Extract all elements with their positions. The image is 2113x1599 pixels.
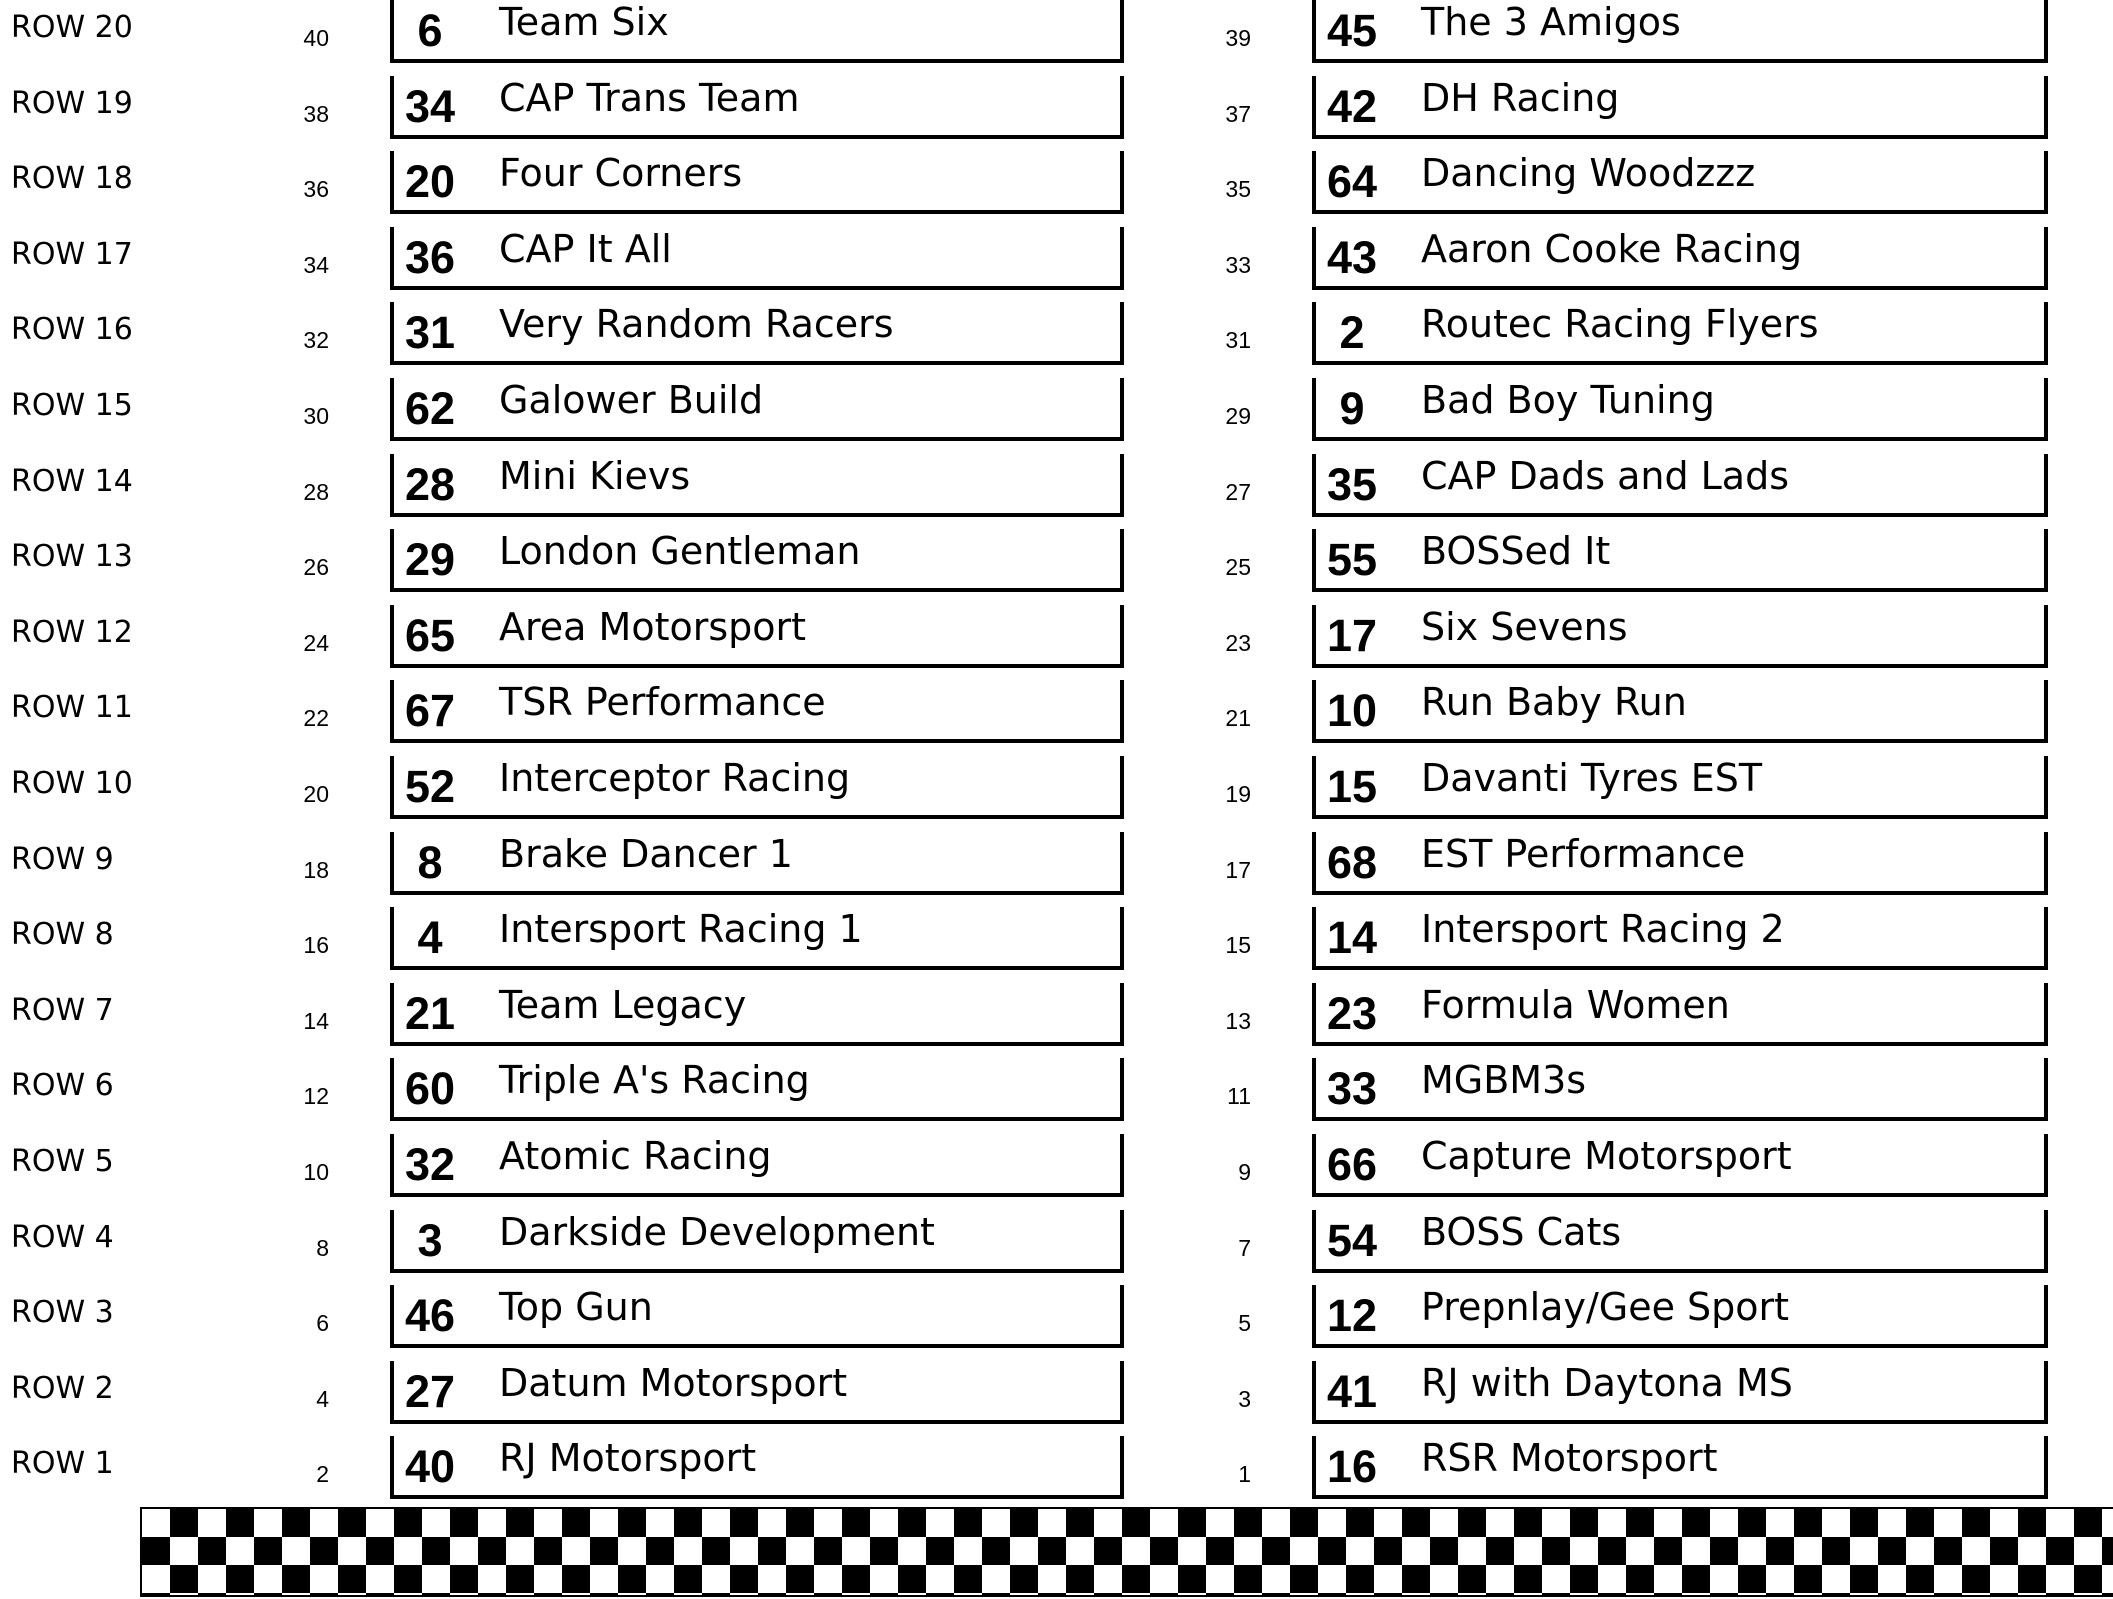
grid-slot-left xyxy=(316,1209,1124,1286)
row-label: ROW 3 xyxy=(11,1295,114,1331)
grid-position-number: 4 xyxy=(316,1385,329,1412)
grid-row xyxy=(0,1134,2113,1210)
grid-row xyxy=(0,378,2113,454)
grid-row xyxy=(0,907,2113,983)
car-number: 15 xyxy=(1326,761,1378,812)
row-label: ROW 8 xyxy=(11,917,114,953)
grid-position-number: 10 xyxy=(303,1159,329,1185)
team-name: Darkside Development xyxy=(499,1209,935,1254)
grid-box xyxy=(390,907,1124,970)
row-label: ROW 1 xyxy=(11,1446,114,1482)
row-label: ROW 2 xyxy=(11,1370,114,1406)
team-name: Team Six xyxy=(499,0,669,44)
row-label: ROW 18 xyxy=(11,161,133,197)
team-name: CAP It All xyxy=(499,226,672,271)
row-label: ROW 9 xyxy=(11,841,114,877)
grid-box xyxy=(1312,0,2048,63)
row-label: ROW 6 xyxy=(11,1068,114,1104)
grid-position-number: 32 xyxy=(303,327,329,354)
team-name: TSR Performance xyxy=(499,680,826,725)
team-name: Brake Dancer 1 xyxy=(499,831,793,876)
grid-slot-right xyxy=(1225,907,2048,983)
car-number: 64 xyxy=(1326,156,1378,208)
grid-box xyxy=(390,378,1124,441)
grid-position-number: 31 xyxy=(1225,327,1251,354)
team-name: Very Random Racers xyxy=(499,302,894,347)
grid-position-number: 25 xyxy=(1225,554,1251,581)
grid-box xyxy=(390,680,1124,743)
team-name: Routec Racing Flyers xyxy=(1421,302,1819,347)
grid-box xyxy=(1312,1285,2048,1348)
grid-position-number: 16 xyxy=(303,932,329,959)
grid-position-number: 15 xyxy=(1225,932,1251,959)
car-number: 60 xyxy=(404,1063,456,1115)
team-name: CAP Dads and Lads xyxy=(1421,453,1790,498)
grid-box xyxy=(390,605,1124,668)
grid-row xyxy=(0,0,2113,76)
grid-slot-left xyxy=(303,907,1124,983)
grid-slot-right xyxy=(1225,378,2048,454)
row-label: ROW 13 xyxy=(11,539,133,575)
row-label: ROW 14 xyxy=(11,463,133,499)
team-name: BOSS Cats xyxy=(1421,1209,1622,1254)
grid-slot-right xyxy=(1225,529,2048,605)
team-name: BOSSed It xyxy=(1421,529,1611,574)
grid-position-number: 23 xyxy=(1225,629,1251,656)
grid-slot-right xyxy=(1225,75,2048,152)
grid-position-number: 1 xyxy=(1238,1461,1251,1488)
car-number: 29 xyxy=(404,534,456,586)
car-number: 16 xyxy=(1326,1441,1378,1493)
team-name: Capture Motorsport xyxy=(1421,1134,1792,1178)
row-label: ROW 15 xyxy=(11,388,133,423)
grid-box xyxy=(390,76,1124,139)
grid-box xyxy=(1312,983,2048,1046)
team-name: London Gentleman xyxy=(499,529,861,574)
team-name: Interceptor Racing xyxy=(499,756,851,800)
team-name: Aaron Cooke Racing xyxy=(1421,226,1803,271)
grid-position-number: 13 xyxy=(1225,1007,1251,1034)
grid-position-number: 17 xyxy=(1225,856,1251,883)
grid-box xyxy=(390,302,1124,365)
grid-slot-left xyxy=(303,831,1124,908)
grid-box xyxy=(1312,227,2048,290)
grid-slot-left xyxy=(303,1058,1124,1134)
row-label: ROW 7 xyxy=(11,992,114,1028)
grid-position-number: 39 xyxy=(1225,25,1251,51)
team-name: Intersport Racing 1 xyxy=(499,907,863,952)
grid-slot-right xyxy=(1225,226,2048,303)
grid-slot-left xyxy=(303,151,1124,227)
grid-row xyxy=(0,529,2113,605)
car-number: 65 xyxy=(404,609,456,661)
grid-box xyxy=(390,454,1124,517)
team-name: Six Sevens xyxy=(1421,604,1628,649)
grid-box xyxy=(1312,605,2048,668)
grid-slot-left xyxy=(303,226,1124,303)
team-name: Top Gun xyxy=(499,1285,653,1330)
grid-box xyxy=(390,529,1124,592)
team-name: Davanti Tyres EST xyxy=(1421,756,1763,800)
chequered-flag-strip xyxy=(142,1509,2113,1595)
grid-slot-left xyxy=(316,1360,1124,1437)
team-name: Bad Boy Tuning xyxy=(1421,378,1715,422)
grid-row xyxy=(0,605,2113,681)
team-name: RSR Motorsport xyxy=(1421,1436,1718,1481)
grid-slot-right xyxy=(1225,756,2048,832)
grid-row xyxy=(0,1361,2113,1437)
grid-box xyxy=(390,1058,1124,1121)
team-name: Mini Kievs xyxy=(499,453,691,498)
row-label: ROW 19 xyxy=(11,85,133,121)
grid-position-number: 37 xyxy=(1225,100,1251,127)
car-number: 55 xyxy=(1326,534,1378,586)
grid-row xyxy=(0,76,2113,152)
grid-slot-left xyxy=(303,604,1124,681)
team-name: Run Baby Run xyxy=(1421,680,1687,725)
grid-box xyxy=(390,1436,1124,1499)
grid-position-number: 40 xyxy=(303,25,329,51)
grid-position-number: 24 xyxy=(303,629,329,656)
grid-box xyxy=(1312,907,2048,970)
team-name: Area Motorsport xyxy=(499,604,807,649)
grid-position-number: 33 xyxy=(1225,251,1251,278)
grid-slot-left xyxy=(303,453,1124,530)
car-number: 28 xyxy=(404,458,456,510)
grid-slot-right xyxy=(1225,982,2048,1059)
row-label: ROW 5 xyxy=(11,1144,114,1179)
grid-box xyxy=(390,983,1124,1046)
grid-slot-right xyxy=(1225,151,2048,227)
row-label: ROW 10 xyxy=(11,766,133,801)
grid-slot-left xyxy=(303,756,1124,832)
grid-slot-left xyxy=(303,378,1124,454)
row-label: ROW 20 xyxy=(11,10,133,45)
grid-position-number: 6 xyxy=(316,1310,329,1337)
car-number: 36 xyxy=(404,231,456,283)
grid-position-number: 27 xyxy=(1225,478,1251,505)
grid-slot-left xyxy=(303,0,1124,76)
grid-box xyxy=(1312,302,2048,365)
car-number: 27 xyxy=(404,1365,456,1417)
team-name: Atomic Racing xyxy=(499,1134,772,1178)
car-number: 14 xyxy=(1326,912,1378,964)
grid-box xyxy=(390,1134,1124,1197)
car-number: 17 xyxy=(1326,609,1378,661)
row-label: ROW 12 xyxy=(11,614,133,650)
grid-box xyxy=(390,151,1124,214)
team-name: Intersport Racing 2 xyxy=(1421,907,1785,952)
grid-row xyxy=(0,302,2113,378)
grid-position-number: 18 xyxy=(303,856,329,883)
grid-box xyxy=(1312,454,2048,517)
grid-row xyxy=(0,756,2113,832)
car-number: 45 xyxy=(1326,5,1378,56)
grid-position-number: 26 xyxy=(303,554,329,581)
row-label: ROW 4 xyxy=(11,1219,114,1255)
team-name: The 3 Amigos xyxy=(1421,0,1681,44)
team-name: Dancing Woodzzz xyxy=(1421,151,1756,196)
grid-slot-left xyxy=(303,529,1124,605)
team-name: DH Racing xyxy=(1421,75,1620,120)
grid-slot-right xyxy=(1227,1058,2048,1134)
car-number: 20 xyxy=(404,156,456,208)
grid-box xyxy=(390,227,1124,290)
grid-slot-right xyxy=(1225,0,2048,76)
car-number: 33 xyxy=(1326,1063,1378,1115)
grid-box xyxy=(1312,1361,2048,1424)
car-number: 66 xyxy=(1326,1139,1378,1190)
car-number: 42 xyxy=(1326,80,1378,132)
row-label: ROW 16 xyxy=(11,312,133,348)
car-number: 43 xyxy=(1326,231,1378,283)
grid-box xyxy=(1312,76,2048,139)
car-number: 35 xyxy=(1326,458,1378,510)
team-name: Prepnlay/Gee Sport xyxy=(1421,1285,1790,1330)
grid-position-number: 12 xyxy=(303,1083,329,1110)
grid-position-number: 35 xyxy=(1225,176,1251,203)
grid-slot-right xyxy=(1238,1134,2048,1210)
team-name: RJ with Daytona MS xyxy=(1421,1360,1793,1405)
grid-position-number: 29 xyxy=(1225,403,1251,429)
grid-box xyxy=(1312,378,2048,441)
grid-position-number: 21 xyxy=(1225,705,1251,732)
car-number: 21 xyxy=(404,987,456,1039)
grid-slot-right xyxy=(1238,1360,2048,1437)
car-number: 62 xyxy=(404,383,456,434)
grid-slot-right xyxy=(1238,1436,2048,1512)
grid-row xyxy=(0,1285,2113,1361)
grid-box xyxy=(1312,1134,2048,1197)
grid-position-number: 30 xyxy=(303,403,329,429)
grid-slot-left xyxy=(303,982,1124,1059)
grid-position-number: 36 xyxy=(303,176,329,203)
grid-position-number: 8 xyxy=(316,1234,329,1261)
grid-position-number: 14 xyxy=(303,1007,329,1034)
grid-slot-right xyxy=(1238,1285,2048,1361)
grid-slot-left xyxy=(303,302,1124,378)
car-number: 46 xyxy=(404,1290,456,1342)
car-number: 67 xyxy=(404,685,456,737)
team-name: Formula Women xyxy=(1421,982,1730,1027)
grid-box xyxy=(1312,1436,2048,1499)
grid-box xyxy=(390,756,1124,819)
grid-position-number: 2 xyxy=(316,1461,329,1488)
team-name: MGBM3s xyxy=(1421,1058,1587,1103)
team-name: Four Corners xyxy=(499,151,743,196)
grid-box xyxy=(1312,529,2048,592)
grid-position-number: 5 xyxy=(1238,1310,1251,1337)
grid-box xyxy=(390,0,1124,63)
car-number: 34 xyxy=(404,80,456,132)
grid-slot-right xyxy=(1238,1209,2048,1286)
grid-slot-right xyxy=(1225,302,2048,378)
car-number: 23 xyxy=(1326,987,1378,1039)
car-number: 12 xyxy=(1326,1290,1378,1342)
grid-slot-right xyxy=(1225,604,2048,681)
car-number: 10 xyxy=(1326,685,1378,737)
car-number: 6 xyxy=(417,5,443,56)
row-label: ROW 11 xyxy=(11,690,133,726)
grid-position-number: 38 xyxy=(303,100,329,127)
grid-box xyxy=(390,1285,1124,1348)
grid-position-number: 3 xyxy=(1238,1385,1251,1412)
grid-slot-left xyxy=(303,75,1124,152)
car-number: 31 xyxy=(404,307,456,359)
car-number: 9 xyxy=(1339,383,1365,434)
car-number: 54 xyxy=(1326,1214,1378,1266)
car-number: 2 xyxy=(1339,307,1365,359)
grid-position-number: 7 xyxy=(1238,1234,1251,1261)
grid-row xyxy=(0,227,2113,303)
team-name: RJ Motorsport xyxy=(499,1436,757,1481)
grid-row xyxy=(0,151,2113,227)
team-name: Datum Motorsport xyxy=(499,1360,848,1405)
car-number: 41 xyxy=(1326,1365,1378,1417)
car-number: 52 xyxy=(404,761,456,812)
grid-slot-left xyxy=(316,1436,1124,1512)
grid-box xyxy=(1312,1058,2048,1121)
grid-box xyxy=(390,1210,1124,1273)
grid-slot-left xyxy=(303,680,1124,756)
grid-box xyxy=(390,832,1124,895)
grid-slot-left xyxy=(316,1285,1124,1361)
grid-box xyxy=(390,1361,1124,1424)
row-label: ROW 17 xyxy=(11,236,133,272)
grid-slot-right xyxy=(1225,453,2048,530)
car-number: 3 xyxy=(417,1214,443,1266)
grid-row xyxy=(0,1058,2113,1134)
grid-slot-right xyxy=(1225,680,2048,756)
car-number: 40 xyxy=(404,1441,456,1493)
grid-position-number: 19 xyxy=(1225,781,1251,807)
grid-slot-left xyxy=(303,1134,1124,1210)
grid-box xyxy=(1312,151,2048,214)
grid-box xyxy=(1312,1210,2048,1273)
grid-row xyxy=(0,832,2113,908)
team-name: Galower Build xyxy=(499,378,764,422)
grid-row xyxy=(0,983,2113,1059)
car-number: 8 xyxy=(417,836,443,888)
grid-box xyxy=(1312,756,2048,819)
team-name: EST Performance xyxy=(1421,831,1746,876)
team-name: Team Legacy xyxy=(499,982,747,1027)
grid-position-number: 22 xyxy=(303,705,329,732)
grid-row xyxy=(0,454,2113,530)
car-number: 4 xyxy=(417,912,443,964)
grid-row xyxy=(0,680,2113,756)
car-number: 68 xyxy=(1326,836,1378,888)
grid-slot-right xyxy=(1225,831,2048,908)
car-number: 32 xyxy=(404,1139,456,1190)
grid-box xyxy=(1312,832,2048,895)
team-name: CAP Trans Team xyxy=(499,75,800,120)
grid-row xyxy=(0,1210,2113,1286)
grid-position-number: 34 xyxy=(303,251,329,278)
grid-box xyxy=(1312,680,2048,743)
team-name: Triple A's Racing xyxy=(499,1058,810,1103)
grid-row xyxy=(0,1436,2113,1512)
grid-position-number: 9 xyxy=(1238,1159,1251,1185)
grid-position-number: 20 xyxy=(303,781,329,807)
grid-position-number: 11 xyxy=(1227,1083,1251,1110)
grid-position-number: 28 xyxy=(303,478,329,505)
